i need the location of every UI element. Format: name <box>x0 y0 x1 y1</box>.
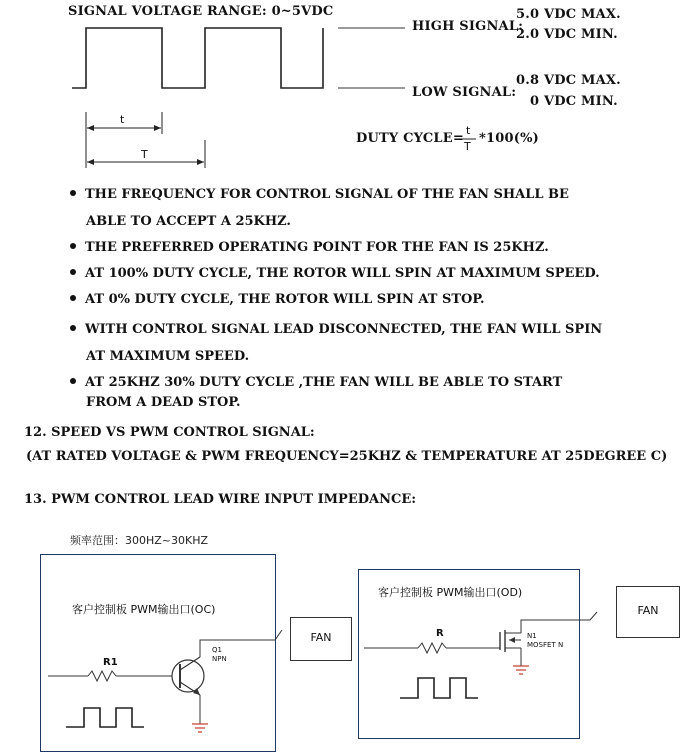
npn-label: NPN <box>212 655 227 663</box>
high-signal-max: 5.0 VDC MAX. <box>516 7 621 22</box>
duty-cycle-prefix: DUTY CYCLE= <box>356 131 464 146</box>
n1-label: N1 <box>527 632 537 640</box>
duty-cycle-suffix: *100(%) <box>479 131 539 146</box>
bullet-1-cont: ABLE TO ACCEPT A 25KHZ. <box>86 214 291 229</box>
bullet-text: AT 0% DUTY CYCLE, THE ROTOR WILL SPIN AT STOP. <box>85 292 485 307</box>
od-output-wire <box>521 612 597 628</box>
frequency-range-label: 频率范围：300HZ~30KHZ <box>70 534 209 547</box>
t-label: t <box>120 113 125 126</box>
low-signal-min: 0 VDC MIN. <box>530 94 618 109</box>
fan-label: FAN <box>637 604 659 617</box>
bullet-text: AT 25KHZ 30% DUTY CYCLE ,THE FAN WILL BE ABLE TO START <box>85 375 563 390</box>
section-12-title: 12. SPEED VS PWM CONTROL SIGNAL: <box>24 425 315 440</box>
bullet-text: THE FREQUENCY FOR CONTROL SIGNAL OF THE FAN SHALL BE <box>85 187 569 202</box>
pwm-pulse-left <box>66 708 144 727</box>
section-13-title: 13. PWM CONTROL LEAD WIRE INPUT IMPEDANCE: <box>24 492 417 507</box>
bullet-6-cont: FROM A DEAD STOP. <box>86 395 241 410</box>
resistor-r1 <box>88 671 116 681</box>
bullet-text: THE PREFERRED OPERATING POINT FOR THE FAN IS 25KHZ. <box>85 240 549 255</box>
r1-label: R1 <box>103 657 118 668</box>
fan-label: FAN <box>310 631 332 644</box>
duty-denominator: T <box>464 140 471 153</box>
signal-range-label: SIGNAL VOLTAGE RANGE: 0~5VDC <box>68 4 334 19</box>
resistor-r <box>418 643 446 653</box>
high-signal-label: HIGH SIGNAL: <box>412 19 524 34</box>
section-12-note: (AT RATED VOLTAGE & PWM FREQUENCY=25KHZ & TEMPERATURE AT 25DEGREE C) <box>26 449 668 464</box>
low-signal-max: 0.8 VDC MAX. <box>516 73 621 88</box>
oc-circuit-title: 客户控制板 PWM输出口(OC) <box>72 603 216 616</box>
mosfet-label: MOSFET N <box>527 641 564 649</box>
high-signal-min: 2.0 VDC MIN. <box>516 27 618 42</box>
low-signal-label: LOW SIGNAL: <box>412 85 517 100</box>
r-label: R <box>436 628 444 639</box>
duty-numerator: t <box>466 124 471 137</box>
q1-label: Q1 <box>212 646 222 654</box>
pwm-pulse-right <box>400 678 478 698</box>
bullet-text: WITH CONTROL SIGNAL LEAD DISCONNECTED, THE FAN WILL SPIN <box>85 322 603 337</box>
od-circuit-title: 客户控制板 PWM输出口(OD) <box>378 586 523 599</box>
T-label: T <box>141 148 148 161</box>
bullet-5-cont: AT MAXIMUM SPEED. <box>86 349 250 364</box>
bullet-text: AT 100% DUTY CYCLE, THE ROTOR WILL SPIN AT MAXIMUM SPEED. <box>85 266 600 281</box>
